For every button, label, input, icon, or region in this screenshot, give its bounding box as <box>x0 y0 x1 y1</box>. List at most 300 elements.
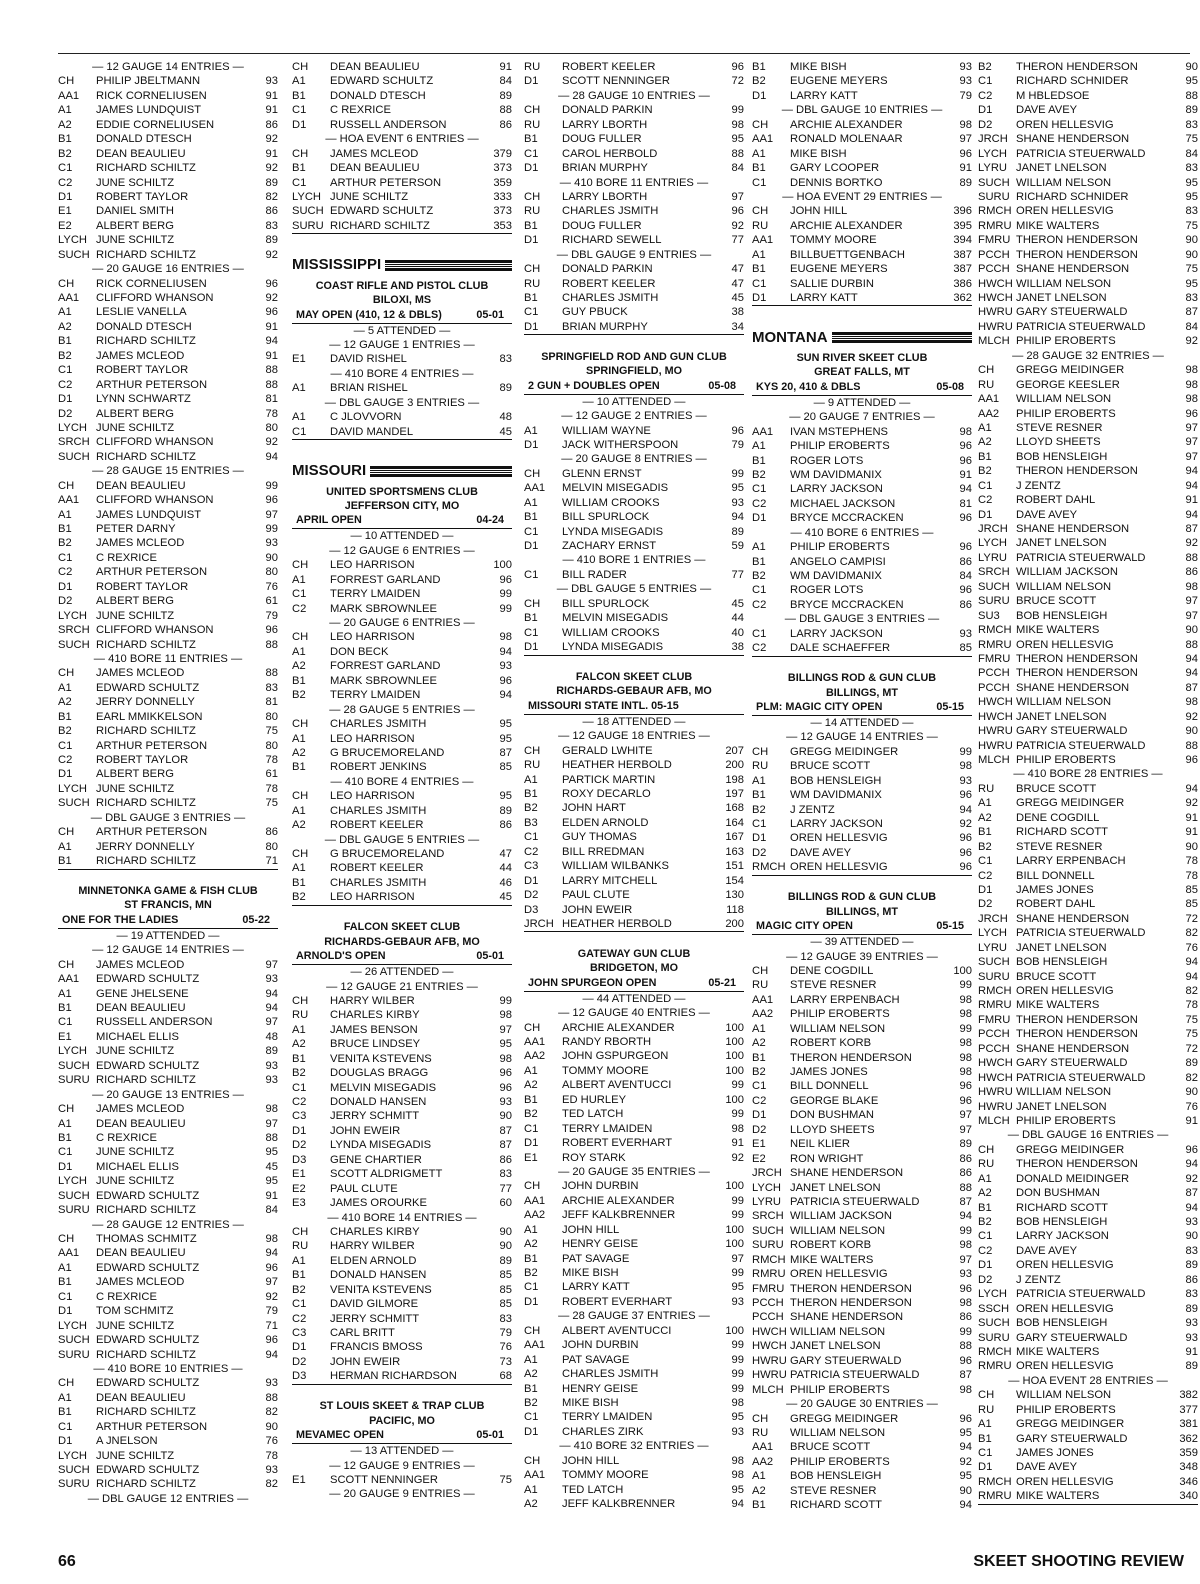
score: 96 <box>731 61 744 73</box>
result-row <box>978 1071 1198 1085</box>
shooter-name: PHILIP EROBERTS <box>790 1008 890 1021</box>
result-row <box>292 425 512 440</box>
score: 85 <box>1185 883 1198 896</box>
shooter-name: RICHARD SCHILTZ <box>96 1204 196 1217</box>
shooter-name: RICHARD SCHNIDER <box>1016 190 1129 203</box>
class-code: C2 <box>292 1312 307 1325</box>
score: 86 <box>265 205 278 218</box>
class-code: CH <box>292 147 309 160</box>
score: 97 <box>959 1123 972 1136</box>
result-row <box>292 732 512 746</box>
score: 118 <box>726 903 744 916</box>
class-code: B1 <box>292 876 306 889</box>
result-row <box>978 147 1198 161</box>
class-code: D3 <box>524 903 539 916</box>
class-code: PCCH <box>978 248 1010 261</box>
result-row <box>58 176 278 190</box>
event-header: — 39 ATTENDED — <box>810 936 914 949</box>
score: 72 <box>1185 912 1198 925</box>
class-code: C1 <box>524 1411 539 1424</box>
class-code: C1 <box>292 588 307 601</box>
class-code: JRCH <box>978 912 1008 925</box>
class-code: E3 <box>292 1197 306 1210</box>
shooter-name: FORREST GARLAND <box>330 573 441 586</box>
class-code: LYCH <box>978 537 1008 550</box>
shoot-date: 05-15 <box>936 700 964 713</box>
result-row <box>58 854 278 869</box>
shooter-name: GARY STEUERWALD <box>1016 306 1128 319</box>
class-code: SUCH <box>752 1224 784 1237</box>
class-code: D2 <box>978 1273 993 1286</box>
class-code: E1 <box>58 205 72 218</box>
shooter-name: VENITA KSTEVENS <box>330 1052 432 1065</box>
result-row <box>58 623 278 637</box>
result-row <box>58 522 278 536</box>
score: 373 <box>493 205 512 218</box>
score: 87 <box>959 1369 972 1382</box>
score: 91 <box>1185 494 1198 507</box>
class-code: D3 <box>292 1370 307 1383</box>
shooter-name: RICHARD SCHILTZ <box>96 1406 196 1419</box>
club-header: SUN RIVER SKEET CLUB <box>796 351 928 364</box>
score: 91 <box>265 320 278 333</box>
shooter-name: PAUL CLUTE <box>330 1182 398 1195</box>
class-code: CH <box>292 559 309 572</box>
score: 98 <box>499 1009 512 1022</box>
score: 78 <box>265 754 278 766</box>
class-code: B1 <box>292 761 306 774</box>
result-row <box>978 724 1198 738</box>
score: 92 <box>959 1455 972 1468</box>
score: 100 <box>953 964 972 977</box>
column-5 <box>978 60 1198 1505</box>
score: 93 <box>499 1096 512 1108</box>
class-code: C1 <box>752 176 767 189</box>
result-row <box>292 1340 512 1354</box>
class-code: AA1 <box>58 292 80 304</box>
result-row <box>58 638 278 652</box>
result-row <box>978 89 1198 103</box>
class-code: CH <box>752 205 769 218</box>
result-row <box>524 204 744 218</box>
result-row <box>978 1489 1198 1504</box>
class-code: A1 <box>292 1254 306 1267</box>
shooter-name: DONALD HANSEN <box>330 1269 427 1282</box>
shooter-name: BOB HENSLEIGH <box>1016 1317 1108 1330</box>
shooter-name: ROGER LOTS <box>790 584 864 597</box>
publication-title: SKEET SHOOTING REVIEW <box>973 1553 1184 1570</box>
shooter-name: OREN HELLESVIG <box>1016 985 1114 997</box>
result-row <box>292 1037 512 1051</box>
class-code: D1 <box>978 1461 993 1474</box>
spacer <box>752 306 972 320</box>
shooter-name: MIKE BISH <box>790 61 847 73</box>
result-row <box>978 580 1198 594</box>
shooter-name: SHANE HENDERSON <box>1016 1042 1130 1055</box>
class-code: CH <box>524 1021 541 1034</box>
club-header: COAST RIFLE AND PISTOL CLUB <box>315 279 489 292</box>
class-code: CH <box>292 631 309 644</box>
class-code: B2 <box>524 1396 538 1409</box>
result-row <box>752 118 972 132</box>
class-code: LYRU <box>978 162 1008 175</box>
class-code: D1 <box>292 118 307 131</box>
shooter-name: MICHAEL ELLIS <box>96 1030 179 1043</box>
result-row <box>752 1195 972 1209</box>
score: 88 <box>959 1340 972 1353</box>
column-2 <box>292 60 512 1502</box>
shooter-name: DAVID MANDEL <box>330 425 414 438</box>
class-code: C2 <box>752 642 767 655</box>
score: 88 <box>1185 551 1198 564</box>
result-row <box>58 1304 278 1318</box>
score: 94 <box>731 511 744 524</box>
class-code: A2 <box>58 696 72 709</box>
class-code: A1 <box>58 681 72 694</box>
shooter-name: OREN HELLESVIG <box>1016 205 1114 218</box>
shooter-name: SHANE HENDERSON <box>1016 263 1130 276</box>
class-code: C1 <box>292 1081 307 1094</box>
class-code: SUCH <box>58 1464 90 1476</box>
shooter-name: DEAN BEAULIEU <box>96 1391 186 1404</box>
result-row <box>292 1225 512 1239</box>
shooter-name: SHANE HENDERSON <box>790 1167 904 1180</box>
class-code: LYCH <box>58 421 88 434</box>
result-row <box>58 363 278 377</box>
result-row <box>292 688 512 702</box>
class-code: SUCH <box>978 956 1010 969</box>
shooter-name: RUSSELL ANDERSON <box>96 1016 213 1029</box>
result-row <box>292 674 512 688</box>
event-header: — 12 GAUGE 40 ENTRIES — <box>558 1007 710 1020</box>
shooter-name: RICHARD SEWELL <box>562 234 662 247</box>
score: 34 <box>731 320 744 333</box>
class-code: HWCH <box>752 1325 787 1338</box>
result-row <box>752 1325 972 1339</box>
score: 81 <box>959 497 972 510</box>
score: 84 <box>959 570 972 582</box>
club-header: BILLINGS, MT <box>826 905 898 918</box>
score: 72 <box>731 75 744 88</box>
score: 86 <box>1185 1273 1198 1286</box>
result-row <box>58 219 278 233</box>
class-code: SUCH <box>58 248 90 261</box>
score: 94 <box>265 450 278 463</box>
score: 94 <box>1185 652 1198 665</box>
class-code: A1 <box>58 1117 72 1130</box>
class-code: D1 <box>524 641 539 654</box>
result-row <box>524 859 744 873</box>
shooter-name: ROBERT KEELER <box>562 61 656 73</box>
score: 78 <box>1185 869 1198 882</box>
class-code: HWRU <box>978 739 1013 752</box>
result-row <box>292 1369 512 1384</box>
score: 90 <box>1185 1086 1198 1099</box>
score: 98 <box>731 118 744 131</box>
class-code: RU <box>752 760 769 773</box>
class-code: A1 <box>58 987 72 1000</box>
class-code: RMCH <box>752 861 786 874</box>
class-code: D1 <box>978 508 993 521</box>
score: 87 <box>499 746 512 759</box>
shooter-name: JOHN HART <box>562 802 626 815</box>
class-code: CH <box>292 994 309 1007</box>
shooter-name: OREN HELLESVIG <box>1016 1259 1114 1272</box>
event-header: — 20 GAUGE 16 ENTRIES — <box>92 263 244 276</box>
event-header: — 20 GAUGE 7 ENTRIES — <box>789 411 935 424</box>
result-row <box>58 233 278 247</box>
score: 100 <box>725 1021 744 1034</box>
score: 86 <box>959 1152 972 1165</box>
score: 97 <box>265 1117 278 1130</box>
shooter-name: RANDY RBORTH <box>562 1036 652 1048</box>
result-row <box>524 1093 744 1107</box>
shooter-name: RICHARD SCHILTZ <box>96 638 196 651</box>
event-header: — 28 GAUGE 32 ENTRIES — <box>1012 349 1164 362</box>
shooter-name: SCOTT NENNINGER <box>562 75 670 88</box>
shoot-title: PLM: MAGIC CITY OPEN <box>756 700 883 713</box>
event-header: — HOA EVENT 6 ENTRIES — <box>325 133 479 146</box>
score: 97 <box>731 1252 744 1265</box>
class-code: A1 <box>524 773 538 786</box>
result-row <box>978 782 1198 796</box>
score: 86 <box>959 1167 972 1180</box>
class-code: LYCH <box>978 927 1008 940</box>
event-header: — 14 ATTENDED — <box>810 716 914 729</box>
result-row <box>978 407 1198 421</box>
score: 94 <box>265 1002 278 1014</box>
shooter-name: JUNE SCHILTZ <box>330 190 409 203</box>
result-row <box>58 435 278 449</box>
class-code: D1 <box>292 1124 307 1137</box>
result-row <box>978 1027 1198 1041</box>
score: 80 <box>265 421 278 434</box>
result-row <box>292 147 512 161</box>
shooter-name: GARY STEUERWALD <box>1016 725 1128 738</box>
result-row <box>292 161 512 175</box>
score: 96 <box>499 1081 512 1094</box>
event-header: — 26 ATTENDED — <box>350 966 454 979</box>
score: 96 <box>265 306 278 319</box>
class-code: B2 <box>978 465 992 478</box>
class-code: A1 <box>58 1261 72 1274</box>
class-code: A2 <box>292 660 306 673</box>
shooter-name: WILLIAM NELSON <box>790 1022 886 1035</box>
score: 93 <box>731 496 744 509</box>
class-code: C1 <box>752 627 767 640</box>
shoot-date: 05-15 <box>936 920 964 933</box>
result-row <box>58 753 278 767</box>
class-code: C2 <box>58 754 73 766</box>
class-code: D2 <box>58 595 73 608</box>
score: 38 <box>731 641 744 654</box>
result-row <box>58 334 278 348</box>
shooter-name: JANET LNELSON <box>1016 941 1107 954</box>
result-row <box>978 652 1198 666</box>
class-code: MLCH <box>752 1383 784 1396</box>
club-header: JEFFERSON CITY, MO <box>344 499 460 512</box>
score: 93 <box>731 1425 744 1438</box>
score: 83 <box>1185 118 1198 131</box>
result-row <box>58 840 278 854</box>
result-row <box>752 1137 972 1151</box>
score: 89 <box>1185 1360 1198 1373</box>
shooter-name: PATRICIA STEUERWALD <box>1016 927 1146 940</box>
shooter-name: GEORGE KEESLER <box>1016 378 1120 391</box>
event-header: — 410 BORE 11 ENTRIES — <box>559 176 709 189</box>
class-code: D1 <box>524 1137 539 1150</box>
shooter-name: DEAN BEAULIEU <box>96 147 186 160</box>
class-code: D1 <box>752 1109 767 1122</box>
score: 60 <box>499 1197 512 1210</box>
class-code: D1 <box>58 1435 73 1448</box>
event-header: — 410 BORE 14 ENTRIES — <box>327 1211 477 1224</box>
shooter-name: ARTHUR PETERSON <box>96 1420 208 1433</box>
class-code: RU <box>524 759 541 772</box>
shooter-name: JAMES MCLEOD <box>330 147 419 160</box>
shoot-title-row <box>58 913 278 929</box>
shooter-name: ROBERT KORB <box>790 1037 872 1050</box>
score: 96 <box>499 674 512 687</box>
shooter-name: ARTHUR PETERSON <box>96 826 208 839</box>
result-row <box>58 1348 278 1362</box>
class-code: C1 <box>978 1230 993 1243</box>
event-header: — 410 BORE 4 ENTRIES — <box>330 775 474 788</box>
class-code: FMRU <box>978 1013 1011 1026</box>
shooter-name: ALBERT BERG <box>96 768 174 781</box>
result-row <box>524 1266 744 1280</box>
shooter-name: C REXRICE <box>96 551 157 564</box>
shooter-name: DEAN BEAULIEU <box>96 1002 186 1014</box>
shooter-name: GREGG MEIDINGER <box>1016 797 1125 810</box>
score: 96 <box>959 1282 972 1295</box>
shooter-name: LEO HARRISON <box>330 891 415 904</box>
class-code: SURU <box>978 1331 1010 1344</box>
shooter-name: ARTHUR PETERSON <box>96 566 208 579</box>
score: 96 <box>731 205 744 218</box>
result-row <box>292 1008 512 1022</box>
score: 96 <box>1185 1143 1198 1156</box>
shooter-name: JANET LNELSON <box>1016 1100 1107 1113</box>
score: 61 <box>265 768 278 781</box>
shooter-name: BRUCE SCOTT <box>1016 970 1097 983</box>
score: 97 <box>1185 450 1198 463</box>
result-row <box>978 479 1198 493</box>
shooter-name: GREGG MEIDINGER <box>1016 1143 1125 1156</box>
result-row <box>752 1412 972 1426</box>
shooter-name: CHARLES KIRBY <box>330 1009 420 1022</box>
shooter-name: MELVIN MISEGADIS <box>562 612 669 625</box>
score: 75 <box>265 797 278 810</box>
score: 81 <box>265 696 278 709</box>
shooter-name: GLENN ERNST <box>562 467 642 480</box>
class-code: SURU <box>978 595 1010 608</box>
result-row <box>292 994 512 1008</box>
shooter-name: RONALD MOLENAAR <box>790 133 903 146</box>
result-row <box>58 450 278 464</box>
class-code: B1 <box>524 612 538 625</box>
class-code: B1 <box>58 523 72 535</box>
score: 100 <box>725 1223 744 1236</box>
class-code: A1 <box>292 804 306 817</box>
shooter-name: JUNE SCHILTZ <box>96 176 175 189</box>
result-row <box>752 1253 972 1267</box>
shooter-name: LLOYD SHEETS <box>790 1123 875 1136</box>
score: 45 <box>265 1160 278 1173</box>
score: 75 <box>499 1473 512 1486</box>
shooter-name: JOHN GSPURGEON <box>562 1050 669 1063</box>
score: 207 <box>725 744 744 757</box>
result-row <box>524 291 744 305</box>
class-code: CH <box>752 964 769 977</box>
score: 94 <box>265 987 278 1000</box>
score: 90 <box>1185 624 1198 637</box>
shooter-name: GREGG MEIDINGER <box>790 745 899 758</box>
result-row <box>524 830 744 844</box>
spacer <box>292 440 512 454</box>
club-header: BILLINGS ROD & GUN CLUB <box>787 891 937 904</box>
class-code: LYCH <box>58 609 88 622</box>
class-code: SUCH <box>292 205 324 218</box>
result-row <box>58 118 278 132</box>
class-code: E2 <box>752 1152 766 1165</box>
score: 83 <box>1185 162 1198 175</box>
score: 98 <box>1185 364 1198 377</box>
class-code: B1 <box>58 1406 72 1419</box>
score: 96 <box>265 1261 278 1274</box>
shooter-name: CLIFFORD WHANSON <box>96 436 214 449</box>
class-code: D1 <box>752 832 767 845</box>
result-row <box>292 573 512 587</box>
result-row <box>292 1066 512 1080</box>
result-row <box>58 1145 278 1159</box>
class-code: A1 <box>58 104 72 117</box>
class-code: AA2 <box>524 1209 546 1222</box>
event-header: — 12 GAUGE 21 ENTRIES — <box>326 980 478 993</box>
score: 93 <box>959 75 972 88</box>
class-code: C2 <box>752 598 767 611</box>
shooter-name: DONALD DTESCH <box>96 133 192 146</box>
class-code: D1 <box>524 234 539 247</box>
shooter-name: JUNE SCHILTZ <box>96 609 175 622</box>
score: 88 <box>499 104 512 117</box>
class-code: CH <box>58 826 75 839</box>
result-row <box>978 1331 1198 1345</box>
score: 86 <box>959 598 972 611</box>
shooter-name: JAMES MCLEOD <box>96 958 185 971</box>
shoot-title-row <box>292 1428 512 1444</box>
event-header: — 20 GAUGE 35 ENTRIES — <box>558 1165 710 1178</box>
page-number: 66 <box>58 1553 76 1570</box>
score: 98 <box>731 1469 744 1482</box>
class-code: SUCH <box>978 580 1010 593</box>
shooter-name: HENRY GEISE <box>562 1382 639 1395</box>
shooter-name: GARY STEUERWALD <box>790 1354 902 1367</box>
shooter-name: PATRICIA STEUERWALD <box>1016 320 1146 333</box>
class-code: CH <box>524 597 541 610</box>
shooter-name: G BRUCEMORELAND <box>330 848 445 860</box>
shooter-name: HARRY WILBER <box>330 1240 415 1253</box>
score: 93 <box>265 75 278 88</box>
score: 88 <box>959 1181 972 1194</box>
score: 348 <box>1179 1461 1198 1474</box>
class-code: CH <box>58 1103 75 1116</box>
result-row <box>524 917 744 932</box>
class-code: LYCH <box>978 147 1008 160</box>
result-row <box>524 845 744 859</box>
result-row <box>978 681 1198 695</box>
shooter-name: JAMES BENSON <box>330 1023 418 1036</box>
